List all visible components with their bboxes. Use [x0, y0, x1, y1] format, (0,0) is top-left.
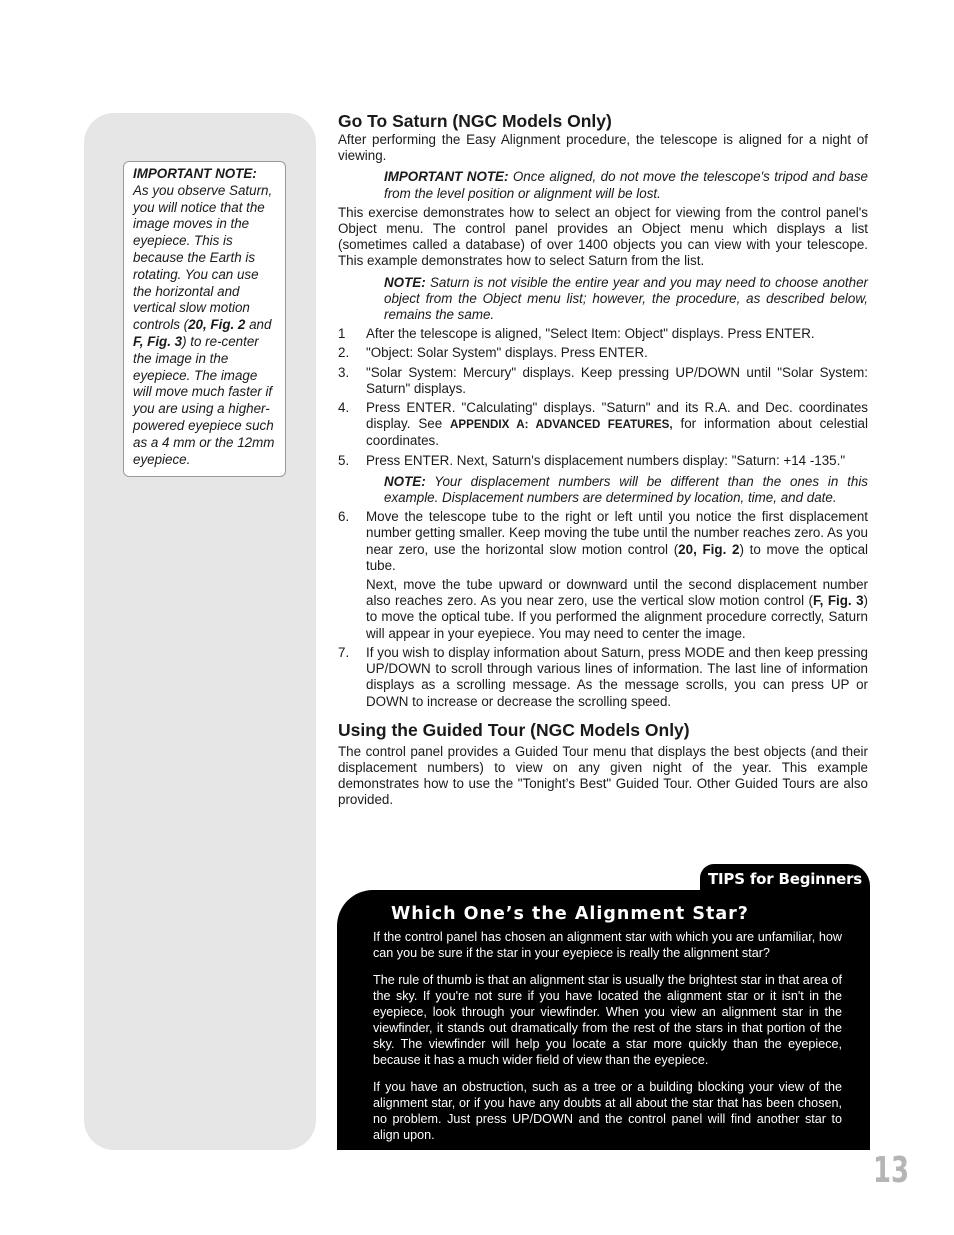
step-4	[338, 400, 868, 450]
step4-text-b: for information about celestial coordinates.	[366, 416, 868, 449]
step6-cont-b: ) to move the optical tube. If you performed the alignment procedure correctly, Saturn will appear in your eyepiece. You may need to center the image.	[366, 593, 868, 641]
note-ref-1: 20, Fig. 2	[188, 317, 246, 333]
step-number: 6.	[338, 509, 350, 525]
note1-label: IMPORTANT NOTE:	[384, 169, 509, 185]
step-text	[366, 400, 868, 450]
page-number: 13	[873, 1150, 910, 1191]
step-number: 2.	[338, 345, 350, 361]
note1-text: Once aligned, do not move the telescope's tripod and base from the level position or alignment will be lost.	[384, 169, 869, 201]
step-number: 4.	[338, 400, 350, 416]
step-2	[338, 345, 868, 361]
note-label: IMPORTANT NOTE:	[133, 166, 257, 181]
exercise-paragraph: This exercise demonstrates how to select an object for viewing from the control panel's Object menu. The control panel provides an Object menu which displays a list (sometimes called a database) of over 1400 objects you can view with your telescope. This example demonstrates how to select Saturn from the list.	[338, 204, 868, 269]
step6-text-b: ) to move the optical tube.	[366, 541, 869, 573]
important-note-inline	[384, 169, 868, 201]
tips-box	[337, 890, 870, 1150]
note-ref-2: F, Fig. 3	[133, 333, 183, 349]
tips-paragraph: If the control panel has chosen an alignment star with which you are unfamiliar, how can you be sure if the star in your eyepiece is really the alignment star?	[373, 930, 842, 960]
note3-text: Your displacement numbers will be different than the ones in this example. Displacement numbers are determined by location, time, and date.	[384, 473, 868, 506]
note-text-1: As you observe Saturn, you will notice that the image moves in the eyepiece. This is because the Earth is rotating. You can use the horizontal and vertical slow motion controls (	[133, 182, 273, 333]
note2-label: NOTE:	[384, 274, 426, 290]
step6-ref: 20, Fig. 2	[678, 541, 740, 557]
step-7	[338, 645, 868, 710]
guided-tour-paragraph: The control panel provides a Guided Tour menu that displays the best objects (and their displacement numbers) to view on any given night of the year. This example demonstrates how to use the "Tonight’s Best" Guided Tour. Other Guided Tours are also provided.	[338, 743, 868, 808]
step-1	[338, 326, 868, 342]
step-5	[338, 453, 868, 469]
step-3	[338, 365, 868, 397]
step6-text-a: Move the telescope tube to the right or left until you notice the first displacement number getting smaller. Keep moving the tube until the number reaches zero. As you near zero, use the horizontal slow motion control (	[366, 509, 868, 557]
step6-cont-ref: F, Fig. 3	[812, 593, 864, 609]
tips-body	[373, 929, 842, 1154]
tips-paragraph: If you have an obstruction, such as a tree or a building blocking your view of the alignment star, or if you have any doubts at all about the star that has been chosen, no problem. Just press UP/DOWN and the control panel will find another star to align upon.	[373, 1080, 842, 1142]
step-text: If you wish to display information about Saturn, press MODE and then keep pressing UP/DOWN to scroll through various lines of information. The last line of information displays as a scrolling message. As the message scrolls, you can press UP or DOWN to increase or decrease the scrolling speed.	[366, 644, 868, 709]
step-text: After the telescope is aligned, "Select Item: Object" displays. Press ENTER.	[366, 326, 815, 342]
appendix-reference: APPENDIX A: ADVANCED FEATURES,	[450, 418, 673, 432]
tips-title: Which One’s the Alignment Star?	[391, 904, 749, 924]
important-note-box	[123, 161, 286, 477]
tips-paragraph: The rule of thumb is that an alignment star is usually the brightest star in that area of the sky. If you're not sure if you have located the alignment star or it isn't in the eyepiece, look through your viewfinder. When you view an alignment star in the viewfinder, it stands out dramatically from the rest of the stars in that portion of the sky. The viewfinder will help you locate a star more quickly than the eyepiece, because it has a much wider field of view than the eyepiece.	[373, 973, 843, 1067]
intro-paragraph: After performing the Easy Alignment procedure, the telescope is aligned for a night of viewing.	[338, 132, 868, 164]
step-text	[366, 509, 868, 574]
step-6-continued	[366, 577, 868, 642]
step-text: Press ENTER. Next, Saturn's displacement numbers display: "Saturn: +14 -135."	[366, 452, 846, 468]
note-and: and	[245, 317, 272, 333]
step-number: 5.	[338, 452, 350, 468]
step-number: 1	[338, 326, 346, 342]
section-heading-guided-tour: Using the Guided Tour (NGC Models Only)	[338, 719, 690, 740]
step-number: 7.	[338, 644, 350, 660]
step-number: 3.	[338, 364, 350, 380]
note-displacement	[384, 474, 868, 506]
step4-text-a: Press ENTER. "Calculating" displays. "Saturn" and its R.A. and Dec. coordinates display. See	[366, 400, 868, 432]
step-text: "Solar System: Mercury" displays. Keep pressing UP/DOWN until "Solar System: Saturn" displays.	[366, 364, 868, 396]
note-saturn-visibility	[384, 275, 868, 324]
step-text: "Object: Solar System" displays. Press ENTER.	[366, 345, 648, 361]
main-column	[338, 110, 868, 809]
note-text-2: ) to re-center the image in the eyepiece. The image will move much faster if you are using a higher-powered eyepiece such as a 4 mm or the 12mm eyepiece.	[133, 333, 275, 467]
note3-label: NOTE:	[384, 473, 426, 489]
step-6	[338, 509, 868, 574]
note2-text: Saturn is not visible the entire year and you may need to choose another object from the Object menu list; however, the procedure, as described below, remains the same.	[384, 274, 868, 323]
section-heading-saturn: Go To Saturn (NGC Models Only)	[338, 111, 612, 131]
tips-tab-label: TIPS for Beginners	[708, 870, 863, 888]
step6-cont-a: Next, move the tube upward or downward until the second displacement number also reaches zero. As you near zero, use the vertical slow motion control (	[366, 577, 868, 609]
